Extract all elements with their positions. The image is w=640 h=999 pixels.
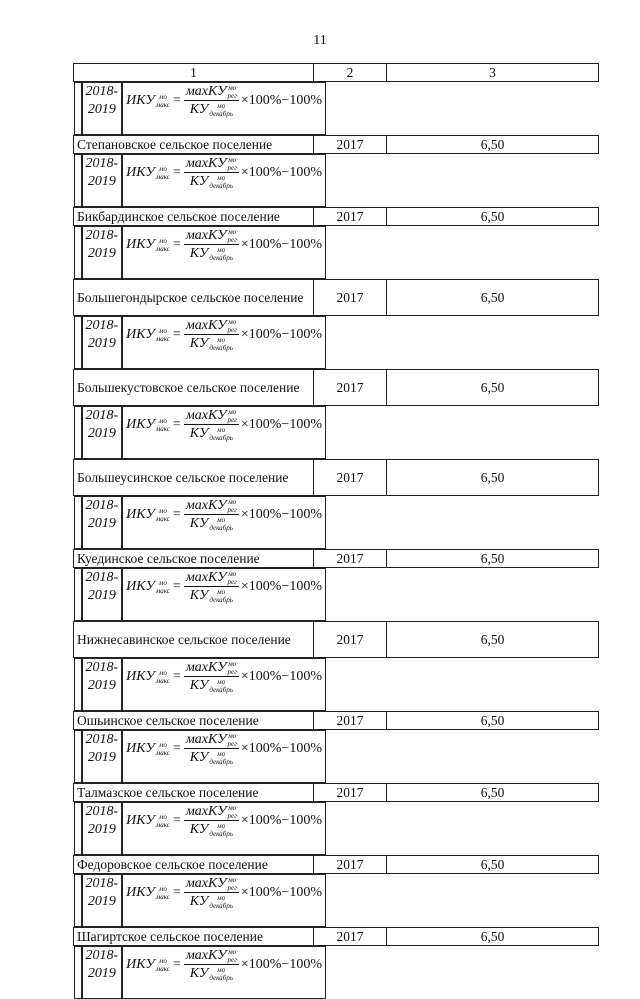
settlement-row — [74, 208, 599, 226]
formula-row — [74, 730, 326, 783]
formula-fraction — [184, 947, 239, 982]
page-number: 11 — [313, 33, 327, 48]
formula-denominator: КУ — [189, 822, 209, 837]
settlement-row — [74, 136, 599, 154]
period-cell — [82, 316, 123, 369]
formula-fraction — [184, 659, 239, 694]
formula-num-sup: мо — [228, 731, 237, 740]
formula-tail: ×100%−100% — [240, 417, 322, 432]
formula-num-sub: рег — [227, 811, 237, 820]
formula-den-sub: декабрь — [209, 901, 233, 910]
period-end: 2019 — [87, 894, 116, 909]
formula-equals: = — [172, 237, 181, 252]
formula-row — [74, 406, 326, 459]
settlement-name: Федоровское сельское поселение — [74, 856, 314, 874]
formula-num-sup: мо — [228, 875, 237, 884]
formula-tail: ×100%−100% — [240, 885, 322, 900]
formula-cell — [122, 316, 326, 369]
index-formula — [126, 659, 322, 694]
empty-name-cell — [74, 874, 82, 927]
formula-numerator: махКУ — [185, 156, 227, 171]
formula-lhs: ИКУ — [126, 327, 155, 342]
settlement-name: Степановское сельское поселение — [74, 136, 314, 154]
year-cell: 2017 — [314, 856, 387, 874]
empty-name-cell — [74, 82, 82, 135]
empty-name-cell — [74, 802, 82, 855]
formula-den-sup: мо — [217, 101, 226, 110]
formula-row — [74, 316, 326, 369]
formula-equals: = — [172, 93, 181, 108]
header-col-1: 1 — [74, 64, 314, 82]
settlement-name: Куединское сельское поселение — [74, 550, 314, 568]
formula-den-sub: декабрь — [209, 685, 233, 694]
formula-lhs: ИКУ — [126, 237, 155, 252]
formula-numerator: махКУ — [185, 228, 227, 243]
period-cell — [82, 154, 123, 207]
formula-cell — [122, 154, 326, 207]
formula-equals: = — [172, 669, 181, 684]
formula-num-sup: мо — [228, 659, 237, 668]
period-start: 2018- — [85, 876, 119, 891]
formula-lhs-sup: мо — [158, 812, 167, 821]
formula-fraction — [184, 317, 239, 352]
formula-cell — [122, 658, 326, 711]
formula-den-sup: мо — [217, 749, 226, 758]
settlement-row — [74, 550, 599, 568]
formula-lhs-sup: мо — [158, 956, 167, 965]
period-end: 2019 — [87, 750, 116, 765]
formula-denominator: КУ — [189, 426, 209, 441]
formula-den-sup: мо — [217, 677, 226, 686]
value-cell: 6,50 — [387, 136, 599, 154]
formula-equals: = — [172, 507, 181, 522]
formula-lhs-sub: макс — [155, 172, 170, 181]
period-cell — [82, 946, 123, 999]
formula-fraction — [184, 497, 239, 532]
formula-numerator: махКУ — [185, 570, 227, 585]
formula-numerator: махКУ — [185, 408, 227, 423]
tariff-table — [73, 63, 599, 999]
value-cell: 6,50 — [387, 280, 599, 316]
formula-cell — [122, 82, 326, 135]
formula-den-sup: мо — [217, 173, 226, 182]
year-cell: 2017 — [314, 208, 387, 226]
formula-tail: ×100%−100% — [240, 165, 322, 180]
empty-name-cell — [74, 316, 82, 369]
value-cell: 6,50 — [387, 370, 599, 406]
formula-denominator: КУ — [189, 516, 209, 531]
period-cell — [82, 730, 123, 783]
value-cell: 6,50 — [387, 208, 599, 226]
formula-num-sub: рег — [227, 235, 237, 244]
formula-lhs: ИКУ — [126, 579, 155, 594]
formula-row — [74, 802, 326, 855]
formula-lhs-sup: мо — [158, 164, 167, 173]
period-start: 2018- — [85, 408, 119, 423]
formula-num-sub: рег — [227, 505, 237, 514]
index-formula — [126, 569, 322, 604]
formula-cell — [122, 568, 326, 621]
formula-num-sup: мо — [228, 947, 237, 956]
formula-num-sub: рег — [227, 739, 237, 748]
period-cell — [82, 496, 123, 549]
formula-equals: = — [172, 741, 181, 756]
formula-fraction — [184, 569, 239, 604]
formula-tail: ×100%−100% — [240, 93, 322, 108]
formula-num-sup: мо — [228, 407, 237, 416]
formula-den-sup: мо — [217, 587, 226, 596]
formula-fraction — [184, 407, 239, 442]
formula-tail: ×100%−100% — [240, 507, 322, 522]
empty-name-cell — [74, 406, 82, 459]
settlement-row — [74, 784, 599, 802]
formula-den-sub: декабрь — [209, 523, 233, 532]
formula-den-sup: мо — [217, 335, 226, 344]
value-cell: 6,50 — [387, 712, 599, 730]
formula-lhs: ИКУ — [126, 885, 155, 900]
period-start: 2018- — [85, 948, 119, 963]
settlement-name: Большекустовское сельское поселение — [74, 370, 314, 406]
period-end: 2019 — [87, 966, 116, 981]
formula-row — [74, 658, 326, 711]
formula-num-sub: рег — [227, 577, 237, 586]
index-formula — [126, 227, 322, 262]
period-start: 2018- — [85, 318, 119, 333]
formula-lhs-sub: макс — [155, 244, 170, 253]
formula-denominator: КУ — [189, 678, 209, 693]
period-cell — [82, 226, 123, 279]
settlement-name: Большегондырское сельское поселение — [74, 280, 314, 316]
formula-den-sub: декабрь — [209, 253, 233, 262]
formula-lhs-sup: мо — [158, 236, 167, 245]
formula-denominator: КУ — [189, 588, 209, 603]
settlement-row — [74, 280, 599, 316]
formula-lhs-sup: мо — [158, 416, 167, 425]
formula-lhs: ИКУ — [126, 93, 155, 108]
settlement-name: Талмазское сельское поселение — [74, 784, 314, 802]
period-end: 2019 — [87, 588, 116, 603]
year-cell: 2017 — [314, 928, 387, 946]
formula-num-sup: мо — [228, 317, 237, 326]
formula-lhs-sub: макс — [155, 892, 170, 901]
formula-row — [74, 874, 326, 927]
value-cell: 6,50 — [387, 550, 599, 568]
formula-den-sub: декабрь — [209, 181, 233, 190]
period-start: 2018- — [85, 570, 119, 585]
period-end: 2019 — [87, 516, 116, 531]
formula-fraction — [184, 83, 239, 118]
header-row — [74, 64, 599, 82]
empty-name-cell — [74, 154, 82, 207]
formula-numerator: махКУ — [185, 498, 227, 513]
formula-row — [74, 82, 326, 135]
formula-num-sub: рег — [227, 91, 237, 100]
formula-lhs: ИКУ — [126, 165, 155, 180]
formula-cell — [122, 406, 326, 459]
formula-num-sub: рег — [227, 667, 237, 676]
formula-den-sup: мо — [217, 515, 226, 524]
formula-num-sup: мо — [228, 227, 237, 236]
year-cell: 2017 — [314, 370, 387, 406]
formula-denominator: КУ — [189, 894, 209, 909]
formula-num-sup: мо — [228, 569, 237, 578]
index-formula — [126, 947, 322, 982]
index-formula — [126, 803, 322, 838]
value-cell: 6,50 — [387, 622, 599, 658]
formula-lhs-sub: макс — [155, 100, 170, 109]
period-end: 2019 — [87, 246, 116, 261]
empty-name-cell — [74, 568, 82, 621]
formula-cell — [122, 946, 326, 999]
formula-den-sub: декабрь — [209, 109, 233, 118]
settlement-row — [74, 370, 599, 406]
formula-row — [74, 496, 326, 549]
period-cell — [82, 568, 123, 621]
formula-lhs: ИКУ — [126, 957, 155, 972]
formula-num-sup: мо — [228, 497, 237, 506]
formula-numerator: махКУ — [185, 318, 227, 333]
formula-cell — [122, 874, 326, 927]
formula-row — [74, 154, 326, 207]
formula-den-sub: декабрь — [209, 973, 233, 982]
settlement-row — [74, 856, 599, 874]
period-cell — [82, 874, 123, 927]
formula-den-sub: декабрь — [209, 433, 233, 442]
period-end: 2019 — [87, 678, 116, 693]
formula-fraction — [184, 227, 239, 262]
formula-den-sub: декабрь — [209, 595, 233, 604]
formula-numerator: махКУ — [185, 804, 227, 819]
formula-lhs: ИКУ — [126, 813, 155, 828]
formula-tail: ×100%−100% — [240, 669, 322, 684]
value-cell: 6,50 — [387, 928, 599, 946]
formula-lhs-sub: макс — [155, 424, 170, 433]
year-cell: 2017 — [314, 784, 387, 802]
formula-fraction — [184, 155, 239, 190]
formula-lhs-sup: мо — [158, 884, 167, 893]
formula-equals: = — [172, 417, 181, 432]
formula-num-sub: рег — [227, 415, 237, 424]
formula-den-sub: декабрь — [209, 829, 233, 838]
formula-den-sup: мо — [217, 965, 226, 974]
formula-lhs-sub: макс — [155, 964, 170, 973]
period-end: 2019 — [87, 336, 116, 351]
settlement-row — [74, 622, 599, 658]
formula-equals: = — [172, 813, 181, 828]
index-formula — [126, 497, 322, 532]
formula-denominator: КУ — [189, 336, 209, 351]
formula-equals: = — [172, 579, 181, 594]
settlement-name: Шагиртское сельское поселение — [74, 928, 314, 946]
period-start: 2018- — [85, 228, 119, 243]
period-end: 2019 — [87, 822, 116, 837]
formula-lhs-sub: макс — [155, 586, 170, 595]
year-cell: 2017 — [314, 622, 387, 658]
formula-row — [74, 946, 326, 999]
index-formula — [126, 407, 322, 442]
formula-den-sup: мо — [217, 245, 226, 254]
formula-cell — [122, 730, 326, 783]
period-start: 2018- — [85, 84, 119, 99]
formula-numerator: махКУ — [185, 660, 227, 675]
value-cell: 6,50 — [387, 460, 599, 496]
period-start: 2018- — [85, 660, 119, 675]
formula-fraction — [184, 803, 239, 838]
formula-denominator: КУ — [189, 174, 209, 189]
index-formula — [126, 731, 322, 766]
formula-tail: ×100%−100% — [240, 327, 322, 342]
formula-lhs: ИКУ — [126, 741, 155, 756]
index-formula — [126, 317, 322, 352]
period-cell — [82, 802, 123, 855]
formula-den-sup: мо — [217, 821, 226, 830]
period-start: 2018- — [85, 732, 119, 747]
period-cell — [82, 406, 123, 459]
formula-tail: ×100%−100% — [240, 957, 322, 972]
year-cell: 2017 — [314, 460, 387, 496]
formula-cell — [122, 802, 326, 855]
formula-lhs-sup: мо — [158, 668, 167, 677]
period-cell — [82, 658, 123, 711]
empty-name-cell — [74, 730, 82, 783]
formula-num-sup: мо — [228, 83, 237, 92]
period-start: 2018- — [85, 804, 119, 819]
header-col-2: 2 — [314, 64, 387, 82]
formula-lhs: ИКУ — [126, 417, 155, 432]
formula-lhs-sub: макс — [155, 676, 170, 685]
settlement-name: Бикбардинское сельское поселение — [74, 208, 314, 226]
settlement-name: Нижнесавинское сельское поселение — [74, 622, 314, 658]
formula-numerator: махКУ — [185, 84, 227, 99]
formula-tail: ×100%−100% — [240, 579, 322, 594]
formula-equals: = — [172, 957, 181, 972]
formula-lhs-sub: макс — [155, 514, 170, 523]
settlement-name: Ошьинское сельское поселение — [74, 712, 314, 730]
formula-row — [74, 568, 326, 621]
formula-denominator: КУ — [189, 246, 209, 261]
formula-den-sup: мо — [217, 893, 226, 902]
period-end: 2019 — [87, 426, 116, 441]
formula-tail: ×100%−100% — [240, 237, 322, 252]
formula-denominator: КУ — [189, 966, 209, 981]
empty-name-cell — [74, 496, 82, 549]
settlement-name: Большеусинское сельское поселение — [74, 460, 314, 496]
year-cell: 2017 — [314, 136, 387, 154]
formula-num-sup: мо — [228, 155, 237, 164]
year-cell: 2017 — [314, 550, 387, 568]
formula-numerator: махКУ — [185, 876, 227, 891]
formula-lhs-sup: мо — [158, 506, 167, 515]
formula-den-sub: декабрь — [209, 343, 233, 352]
formula-num-sub: рег — [227, 163, 237, 172]
formula-lhs: ИКУ — [126, 669, 155, 684]
period-cell — [82, 82, 123, 135]
formula-num-sub: рег — [227, 325, 237, 334]
formula-fraction — [184, 731, 239, 766]
index-formula — [126, 155, 322, 190]
header-col-3: 3 — [387, 64, 599, 82]
formula-equals: = — [172, 165, 181, 180]
formula-row — [74, 226, 326, 279]
settlement-row — [74, 460, 599, 496]
formula-numerator: махКУ — [185, 948, 227, 963]
formula-equals: = — [172, 327, 181, 342]
period-end: 2019 — [87, 102, 116, 117]
year-cell: 2017 — [314, 280, 387, 316]
settlement-row — [74, 712, 599, 730]
formula-cell — [122, 226, 326, 279]
formula-lhs-sup: мо — [158, 326, 167, 335]
period-end: 2019 — [87, 174, 116, 189]
formula-lhs-sub: макс — [155, 820, 170, 829]
formula-lhs: ИКУ — [126, 507, 155, 522]
empty-name-cell — [74, 226, 82, 279]
value-cell: 6,50 — [387, 784, 599, 802]
year-cell: 2017 — [314, 712, 387, 730]
formula-den-sub: декабрь — [209, 757, 233, 766]
formula-cell — [122, 496, 326, 549]
formula-lhs-sub: макс — [155, 334, 170, 343]
empty-name-cell — [74, 946, 82, 999]
formula-den-sup: мо — [217, 425, 226, 434]
formula-denominator: КУ — [189, 102, 209, 117]
settlement-row — [74, 928, 599, 946]
formula-num-sub: рег — [227, 955, 237, 964]
formula-lhs-sup: мо — [158, 740, 167, 749]
period-start: 2018- — [85, 156, 119, 171]
empty-name-cell — [74, 658, 82, 711]
value-cell: 6,50 — [387, 856, 599, 874]
formula-num-sub: рег — [227, 883, 237, 892]
formula-equals: = — [172, 885, 181, 900]
formula-tail: ×100%−100% — [240, 813, 322, 828]
formula-lhs-sup: мо — [158, 92, 167, 101]
formula-denominator: КУ — [189, 750, 209, 765]
period-start: 2018- — [85, 498, 119, 513]
formula-numerator: махКУ — [185, 732, 227, 747]
formula-tail: ×100%−100% — [240, 741, 322, 756]
index-formula — [126, 83, 322, 118]
formula-lhs-sup: мо — [158, 578, 167, 587]
formula-lhs-sub: макс — [155, 748, 170, 757]
formula-num-sup: мо — [228, 803, 237, 812]
